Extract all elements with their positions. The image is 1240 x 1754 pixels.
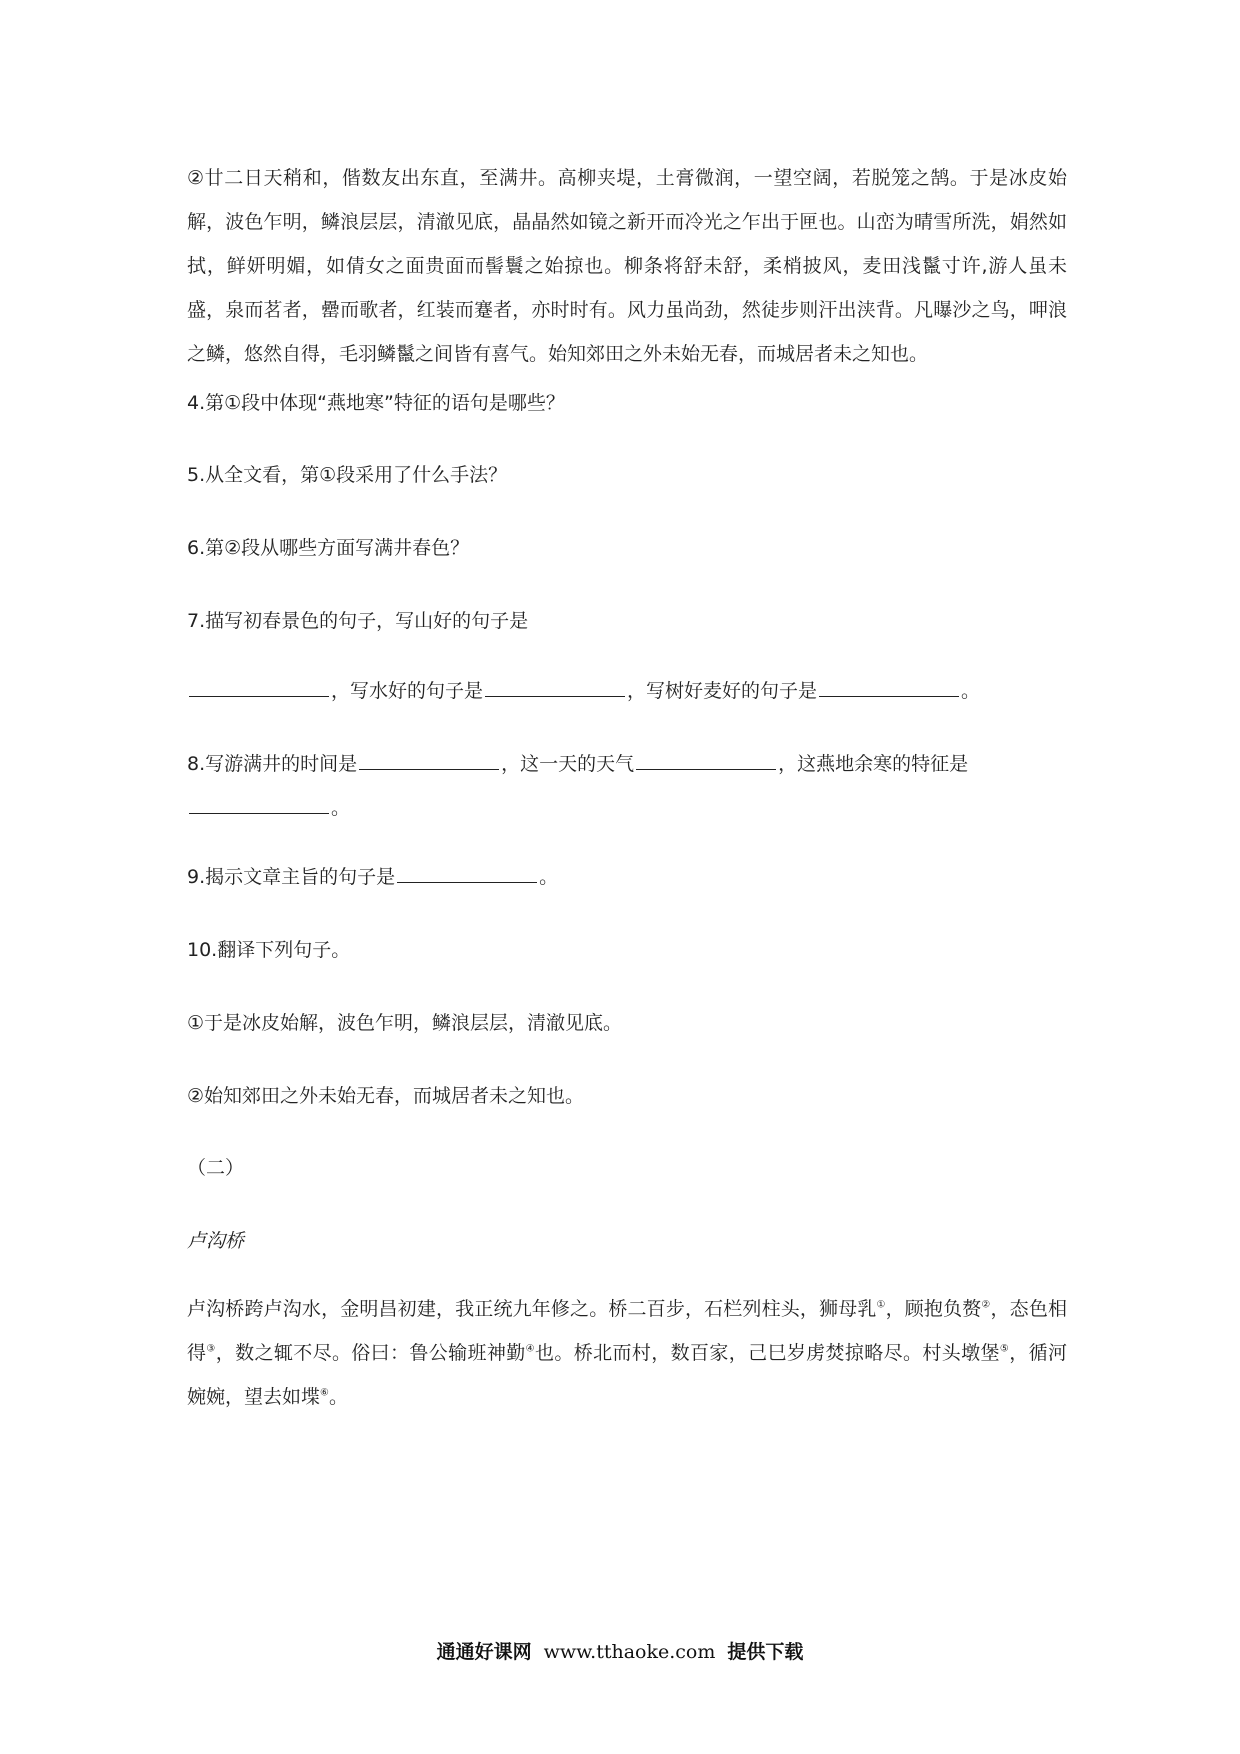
text-run: 也。桥北而村，数百家，己巳岁虏焚掠略尽。村头墩堡: [535, 1342, 1000, 1364]
question-9-text: 。: [539, 866, 559, 888]
answer-blank[interactable]: [359, 753, 499, 770]
question-9: [187, 862, 558, 889]
footnote-marker: ⑤: [999, 1343, 1010, 1355]
text-run: ，顾抱负赘: [885, 1298, 982, 1320]
text-run: 。: [328, 1386, 348, 1408]
question-8-text: ，这一天的天气: [501, 753, 635, 775]
question-10-item-1: ①于是冰皮始解，波色乍明，鳞浪层层，清澈见底。: [187, 1012, 623, 1034]
text-run: ，态色相得: [187, 1298, 1067, 1364]
answer-blank[interactable]: [189, 797, 329, 814]
question-6: 6.第②段从哪些方面写满井春色？: [187, 537, 470, 559]
question-9-text: 9.揭示文章主旨的句子是: [187, 866, 396, 888]
question-7-text: 。: [961, 680, 981, 702]
question-8: [187, 749, 968, 776]
question-7-blanks: [187, 676, 980, 703]
question-7-intro: 7.描写初春景色的句子，写山好的句子是: [187, 610, 529, 632]
footnote-marker: ⑥: [320, 1387, 329, 1399]
text-run: ，数之辄不尽。俗曰：鲁公输班神勤: [215, 1342, 526, 1364]
footer-url[interactable]: www.tthaoke.com: [543, 1641, 716, 1663]
question-10-item-2: ②始知郊田之外未始无春，而城居者未之知也。: [187, 1085, 585, 1107]
question-10: 10.翻译下列句子。: [187, 939, 351, 961]
question-8-text: ，这燕地余寒的特征是: [778, 753, 969, 775]
footer-download-text: 提供下载: [727, 1641, 804, 1663]
answer-blank[interactable]: [819, 680, 959, 697]
text-run: ，循河婉婉，望去如堞: [187, 1342, 1067, 1408]
question-7-text: ，写树好麦好的句子是: [627, 680, 818, 702]
passage-title: 卢沟桥: [187, 1230, 245, 1252]
question-4: 4.第①段中体现“燕地寒”特征的语句是哪些？: [187, 392, 565, 414]
luguo-bridge-paragraph: [187, 1287, 1067, 1419]
question-5: 5.从全文看，第①段采用了什么手法？: [187, 464, 508, 486]
question-7-text: ，写水好的句子是: [331, 680, 484, 702]
question-8-text: 。: [331, 797, 351, 819]
footer-site-name: 通通好课网: [436, 1641, 532, 1663]
text-run: 卢沟桥跨卢沟水，金明昌初建，我正统九年修之。桥二百步，石栏列柱头，狮母乳: [187, 1298, 877, 1320]
passage-paragraph-2: ②廿二日天稍和，偕数友出东直，至满井。高柳夹堤，土膏微润，一望空阔，若脱笼之鹄。于是冰皮始解，波色乍明，鳞浪层层，清澈见底，晶晶然如镜之新开而冷光之乍出于匣也。山峦为晴雪所洗，娟然如拭，鲜妍明媚，如倩女之面贵面而髻鬟之始掠也。柳条将舒未舒，柔梢披风，麦田浅鬣寸许,游人虽未盛，泉而茗者，罍而歌者，红装而蹇者，亦时时有。风力虽尚劲，然徒步则汗出浃背。凡曝沙之鸟，呷浪之鳞，悠然自得，毛羽鳞鬣之间皆有喜气。始知郊田之外未始无春，而城居者未之知也。: [187, 167, 1067, 365]
answer-blank[interactable]: [397, 866, 537, 883]
footnote-marker: ④: [525, 1343, 535, 1355]
footnote-marker: ①: [876, 1299, 886, 1311]
footnote-marker: ③: [206, 1343, 216, 1355]
answer-blank[interactable]: [485, 680, 625, 697]
footnote-marker: ②: [981, 1299, 991, 1311]
answer-blank[interactable]: [189, 680, 329, 697]
question-8-cont: [187, 793, 350, 820]
section-heading: （二）: [187, 1157, 245, 1179]
question-8-text: 8.写游满井的时间是: [187, 753, 358, 775]
page-footer: [0, 1637, 1240, 1664]
answer-blank[interactable]: [636, 753, 776, 770]
